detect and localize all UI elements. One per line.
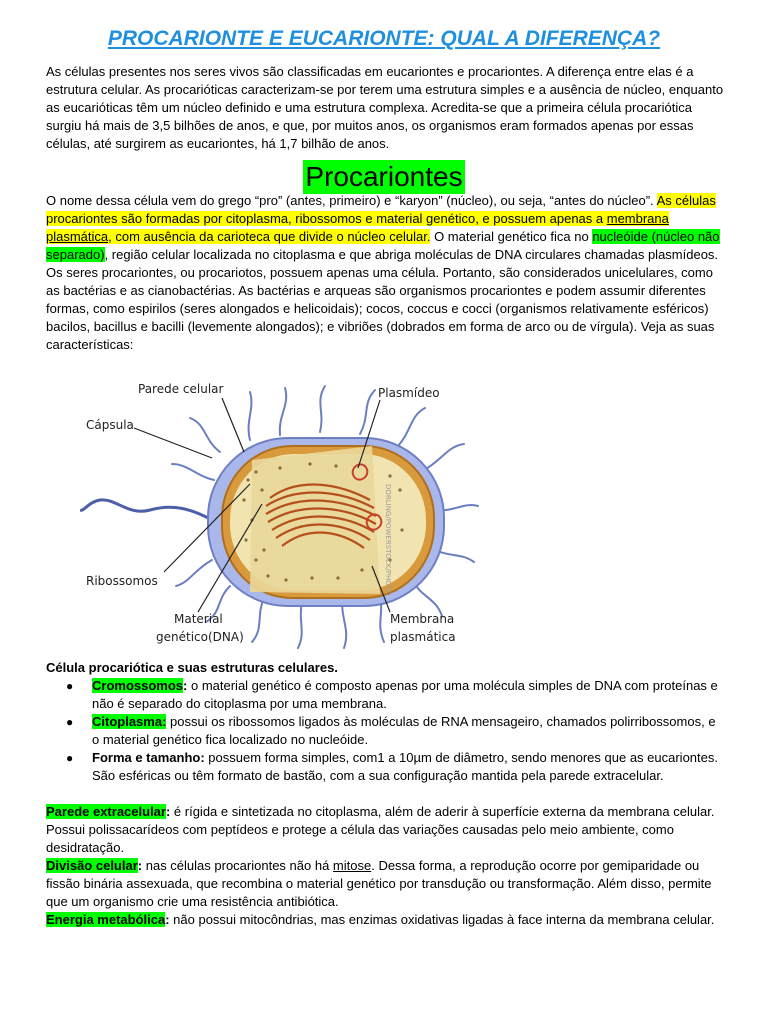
- term-parede: Parede extracelular: [46, 804, 166, 819]
- paragraph-divisao: Divisão celular: nas células procariontes não há mitose. Dessa forma, a reprodução ocorre por gemiparidade ou fissão binária assexuada, que recombina o material genético por transdução ou transformação. Além disso, permite que um organismo crie uma resistência antibiótica.: [46, 858, 712, 909]
- bullet-icon: ●: [66, 751, 74, 765]
- types-paragraph: Os seres procariontes, ou procariotos, possuem apenas uma célula. Portanto, são considerados unicelulares, como as bactérias e as cianobactérias. As bactérias e arqueas são organismos procariontes e podem assumir diferentes formas, como espirilos (seres alongados e helicoidais); cocos, coccus e cocci (organismos relativamente esféricos) bacilos, bacillus e bacilli (levemente alongados); e vibriões (dobrados em forma de arco ou de vírgula). Veja as suas características:: [46, 265, 715, 352]
- term-cromossomos: Cromossomos: [92, 678, 184, 693]
- label-material-2: genético(DNA): [156, 630, 244, 644]
- label-ribossomos: Ribossomos: [86, 574, 158, 588]
- intro-paragraph: As células presentes nos seres vivos são classificadas em eucariontes e procariontes. A diferença entre elas é a estrutura celular. As procarióticas caracterizam-se por terem uma estrutura simples e a ausência de núcleo, enquanto as eucarióticas têm um núcleo definido e uma estrutura complexa. Acredita-se que a primeira célula procariótica surgiu há mais de 3,5 bilhões de anos, e que, por muitos anos, os organismos eram formados apenas por essas células, até surgirem as eucariontes, há 1,7 bilhão de anos.: [46, 64, 724, 151]
- definition-paragraph: [46, 192, 724, 264]
- label-parede-celular: Parede celular: [138, 382, 224, 396]
- section-heading: [0, 160, 768, 194]
- desc-forma: possuem forma simples, com1 a 10µm de diâmetro, sendo menores que as eucariontes. São esféricas ou têm formato de bastão, com a sua configuração mantida pela parede extracelular.: [92, 750, 718, 783]
- list-item-citoplasma: [46, 713, 724, 749]
- section-heading-text: Procariontes: [305, 161, 463, 192]
- photo-credit: DORLING/POWERSTOCK/PHOTO: [384, 484, 392, 596]
- term-forma: Forma e tamanho:: [92, 750, 205, 765]
- highlight-nucleoide: nucleóide (núcleo não separado): [46, 229, 720, 262]
- membrana-link[interactable]: membrana plasmática: [46, 211, 669, 244]
- bullet-icon: ●: [66, 715, 74, 729]
- term-citoplasma: Citoplasma:: [92, 714, 167, 729]
- plain-text: O material genético fica no: [430, 229, 593, 244]
- prokaryote-diagram: [80, 380, 480, 652]
- desc-cromossomos: o material genético é composto apenas por uma molécula simples de DNA com proteínas e não é separado do citoplasma por uma membrana.: [92, 678, 718, 711]
- procariontes-text: [46, 192, 724, 354]
- desc-citoplasma: possui os ribossomos ligados às moléculas de RNA mensageiro, chamados polirribossomos, e o material genético fica localizado no nucleóide.: [92, 714, 716, 747]
- page-title: PROCARIONTE E EUCARIONTE: QUAL A DIFERENÇA?: [107, 27, 661, 50]
- term-divisao: Divisão celular: [46, 858, 138, 873]
- paragraph-parede: Parede extracelular: é rígida e sintetizada no citoplasma, além de aderir à superfície externa da membrana celular. Possui polissacarídeos com peptídeos e protege a célula das variações causadas pelo meio ambiente, como desidratação.: [46, 804, 715, 855]
- flagellum: [80, 500, 212, 520]
- label-membrana-1: Membrana: [390, 612, 455, 626]
- label-capsula: Cápsula: [86, 418, 134, 432]
- term-energia: Energia metabólica: [46, 912, 166, 927]
- paragraph-energia: Energia metabólica: não possui mitocôndrias, mas enzimas oxidativas ligadas à face interna da membrana celular.: [46, 912, 715, 927]
- bullet-icon: ●: [66, 679, 74, 693]
- mitose-link[interactable]: mitose: [332, 858, 372, 873]
- structures-list: [46, 677, 724, 785]
- label-membrana-2: plasmática: [390, 630, 456, 644]
- etymology-text: O nome dessa célula vem do grego “pro” (antes, primeiro) e “karyon” (núcleo), ou seja, “antes do núcleo”.: [46, 193, 657, 208]
- diagram-caption: Célula procariótica e suas estruturas celulares.: [46, 660, 338, 675]
- highlight-composition: As células procariontes são formadas por citoplasma, ribossomos e material genético, e possuem apenas a membrana plasmática, com ausência da carioteca que divide o núcleo celular.: [46, 193, 716, 244]
- list-item-forma: [46, 749, 724, 785]
- list-item-cromossomos: ● Cromossomos: o material genético é composto apenas por uma molécula simples de DNA com proteínas e não é separado do citoplasma por uma membrana.: [66, 678, 718, 711]
- label-material-1: Material: [174, 612, 223, 626]
- label-plasmideo: Plasmídeo: [378, 386, 440, 400]
- plasmid-text: , região celular localizada no citoplasma e que abriga moléculas de DNA circulares chamadas plasmídeos.: [104, 247, 719, 262]
